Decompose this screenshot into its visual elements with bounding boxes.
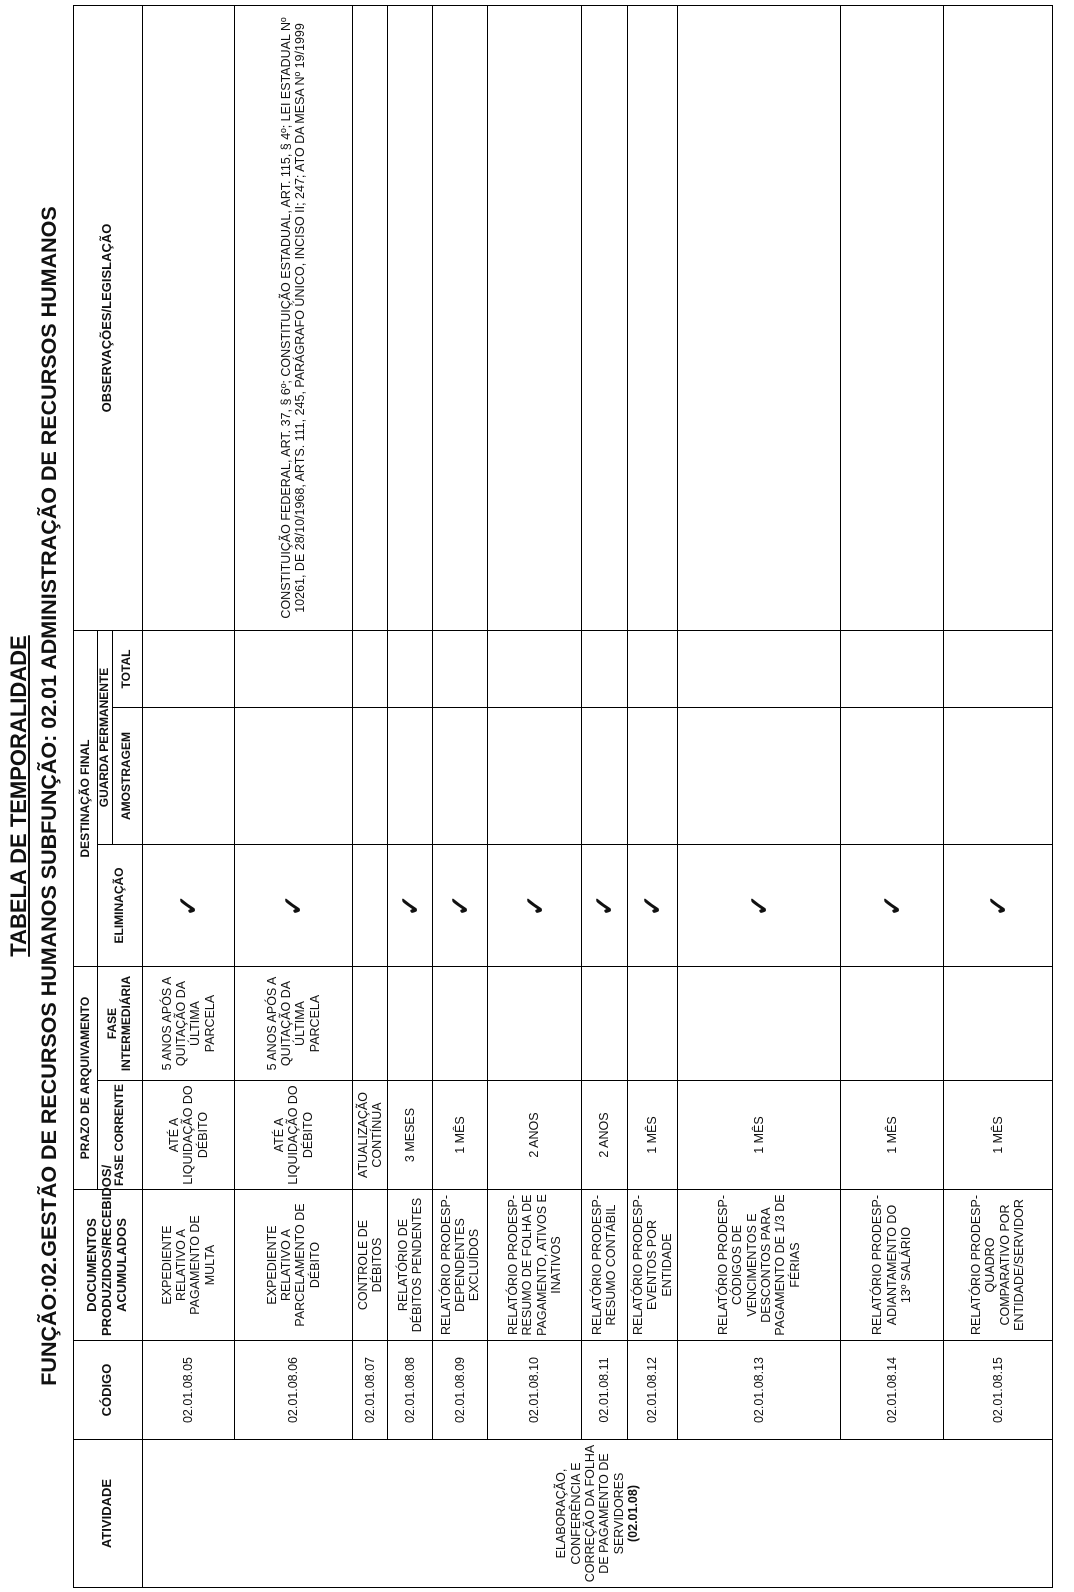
observacoes-cell [352, 5, 387, 630]
header-prazo: PRAZO DE ARQUIVAMENTO [74, 966, 98, 1189]
temporality-table-container [73, 6, 1053, 1588]
fase-intermediaria-cell: 5 ANOS APÓS A QUITAÇÃO DA ÚLTIMA PARCELA [235, 966, 353, 1080]
header-destinacao: DESTINAÇÃO FINAL [74, 630, 98, 966]
check-icon: ✓ [743, 894, 774, 917]
codigo-cell: 02.01.08.12 [627, 1341, 678, 1440]
documento-cell: RELATÓRIO PRODESP- ADIANTAMENTO DO 13º SALÁRIO [840, 1190, 943, 1341]
amostragem-cell [352, 707, 387, 844]
eliminacao-cell [487, 844, 581, 966]
check-icon: ✓ [589, 894, 620, 917]
fase-intermediaria-cell [582, 966, 627, 1080]
table-row [487, 5, 581, 1587]
subtitle-text: FUNÇÃO:02.GESTÃO DE RECURSOS HUMANOS SUBFUNÇÃO: 02.01 ADMINISTRAÇÃO DE RECURSOS HUMANOS [37, 206, 61, 1386]
fase-corrente-cell: ATÉ A LIQUIDAÇÃO DO DÉBITO [142, 1081, 234, 1190]
observacoes-cell [678, 5, 841, 630]
total-cell [627, 630, 678, 707]
table-row [388, 5, 433, 1587]
check-icon: ✓ [519, 894, 550, 917]
header-total: TOTAL [112, 630, 142, 707]
fase-corrente-cell: ATÉ A LIQUIDAÇÃO DO DÉBITO [235, 1081, 353, 1190]
activity-code: (02.01.08) [626, 1485, 641, 1542]
codigo-cell: 02.01.08.06 [235, 1341, 353, 1440]
total-cell [352, 630, 387, 707]
documento-cell: RELATÓRIO PRODESP- QUADRO COMPARATIVO POR ENTIDADE/SERVIDOR [943, 1190, 1052, 1341]
amostragem-cell [840, 707, 943, 844]
fase-corrente-cell: 1 MÊS [433, 1081, 488, 1190]
amostragem-cell [388, 707, 433, 844]
total-cell [943, 630, 1052, 707]
eliminacao-cell [352, 844, 387, 966]
temporality-table [73, 5, 1053, 1588]
total-cell [388, 630, 433, 707]
codigo-cell: 02.01.08.15 [943, 1341, 1052, 1440]
documento-cell: EXPEDIENTE RELATIVO A PARCELAMENTO DE DÉBITO [235, 1190, 353, 1341]
documento-cell: CONTROLE DE DÉBITOS [352, 1190, 387, 1341]
eliminacao-cell [943, 844, 1052, 966]
amostragem-cell [943, 707, 1052, 844]
codigo-cell: 02.01.08.14 [840, 1341, 943, 1440]
fase-intermediaria-cell: 5 ANOS APÓS A QUITAÇÃO DA ÚLTIMA PARCELA [142, 966, 234, 1080]
documento-cell: RELATÓRIO PRODESP- EVENTOS POR ENTIDADE [627, 1190, 678, 1341]
eliminacao-cell [840, 844, 943, 966]
table-row [352, 5, 387, 1587]
table-row [235, 5, 353, 1587]
codigo-cell: 02.01.08.11 [582, 1341, 627, 1440]
eliminacao-cell [388, 844, 433, 966]
eliminacao-cell [142, 844, 234, 966]
eliminacao-cell [627, 844, 678, 966]
fase-intermediaria-cell [627, 966, 678, 1080]
fase-corrente-cell: 3 MESES [388, 1081, 433, 1190]
header-codigo: CÓDIGO [74, 1341, 143, 1440]
check-icon: ✓ [173, 894, 204, 917]
table-row [582, 5, 627, 1587]
table-row [943, 5, 1052, 1587]
header-amostragem: AMOSTRAGEM [112, 707, 142, 844]
amostragem-cell [487, 707, 581, 844]
observacoes-cell: CONSTITUIÇÃO FEDERAL, ART. 37, § 6º; CONSTITUIÇÃO ESTADUAL, ART. 115, § 4º; LEI ESTADUAL Nº 10261, DE 28/10/1968, ARTS. 111, 245, PARÁGRAFO ÚNICO, INCISO II; 247; ATO DA MESA Nº 19/1999 [235, 5, 353, 630]
header-documentos: DOCUMENTOS PRODUZIDOS/RECEBIDOS/ ACUMULADOS [74, 1190, 143, 1341]
eliminacao-cell [678, 844, 841, 966]
fase-corrente-cell: 1 MÊS [627, 1081, 678, 1190]
amostragem-cell [678, 707, 841, 844]
header-eliminacao: ELIMINAÇÃO [98, 844, 143, 966]
fase-corrente-cell: 2 ANOS [487, 1081, 581, 1190]
header-fase-intermediaria: FASE INTERMEDIÁRIA [98, 966, 143, 1080]
total-cell [678, 630, 841, 707]
table-row [678, 5, 841, 1587]
total-cell [582, 630, 627, 707]
eliminacao-cell [582, 844, 627, 966]
amostragem-cell [235, 707, 353, 844]
check-icon: ✓ [982, 894, 1013, 917]
fase-corrente-cell: 1 MÊS [943, 1081, 1052, 1190]
fase-corrente-cell: 1 MÊS [678, 1081, 841, 1190]
codigo-cell: 02.01.08.05 [142, 1341, 234, 1440]
total-cell [142, 630, 234, 707]
codigo-cell: 02.01.08.10 [487, 1341, 581, 1440]
fase-intermediaria-cell [433, 966, 488, 1080]
fase-corrente-cell: ATUALIZAÇÃO CONTÍNUA [352, 1081, 387, 1190]
table-row [840, 5, 943, 1587]
eliminacao-cell [433, 844, 488, 966]
codigo-cell: 02.01.08.08 [388, 1341, 433, 1440]
amostragem-cell [433, 707, 488, 844]
activity-label: ELABORAÇÃO, CONFERÊNCIA E CORREÇÃO DA FOLHA DE PAGAMENTO DE SERVIDORES [554, 1444, 626, 1583]
check-icon: ✓ [637, 894, 668, 917]
total-cell [840, 630, 943, 707]
observacoes-cell [840, 5, 943, 630]
observacoes-cell [582, 5, 627, 630]
fase-intermediaria-cell [678, 966, 841, 1080]
observacoes-cell [142, 5, 234, 630]
fase-corrente-cell: 1 MÊS [840, 1081, 943, 1190]
observacoes-cell [388, 5, 433, 630]
total-cell [235, 630, 353, 707]
codigo-cell: 02.01.08.09 [433, 1341, 488, 1440]
table-row [142, 5, 234, 1587]
fase-intermediaria-cell [388, 966, 433, 1080]
eliminacao-cell [235, 844, 353, 966]
documento-cell: RELATÓRIO PRODESP- RESUMO CONTÁBIL [582, 1190, 627, 1341]
documento-cell: RELATÓRIO PRODESP- DEPENDENTES EXCLUÍDOS [433, 1190, 488, 1341]
amostragem-cell [627, 707, 678, 844]
documento-cell: EXPEDIENTE RELATIVO A PAGAMENTO DE MULTA [142, 1190, 234, 1341]
total-cell [433, 630, 488, 707]
documento-cell: RELATÓRIO PRODESP- CÓDIGOS DE VENCIMENTOS E DESCONTOS PARA PAGAMENTO DE 1/3 DE FÉRIAS [678, 1190, 841, 1341]
amostragem-cell [582, 707, 627, 844]
observacoes-cell [433, 5, 488, 630]
header-atividade: ATIVIDADE [74, 1440, 143, 1588]
page-title [6, 0, 32, 1592]
table-row [433, 5, 488, 1587]
codigo-cell: 02.01.08.13 [678, 1341, 841, 1440]
observacoes-cell [943, 5, 1052, 630]
observacoes-cell [627, 5, 678, 630]
check-icon: ✓ [278, 894, 309, 917]
activity-cell [142, 1440, 1052, 1588]
page-subtitle [36, 0, 62, 1592]
check-icon: ✓ [876, 894, 907, 917]
table-body [142, 5, 1052, 1587]
fase-intermediaria-cell [943, 966, 1052, 1080]
header-fase-corrente: FASE CORRENTE [98, 1081, 143, 1190]
header-guarda: GUARDA PERMANENTE [98, 630, 113, 844]
check-icon: ✓ [395, 894, 426, 917]
fase-intermediaria-cell [352, 966, 387, 1080]
table-row [627, 5, 678, 1587]
documento-cell: RELATÓRIO PRODESP- RESUMO DE FOLHA DE PAGAMENTO, ATIVOS E INATIVOS [487, 1190, 581, 1341]
header-observacoes: OBSERVAÇÕES/LEGISLAÇÃO [74, 5, 143, 630]
total-cell [487, 630, 581, 707]
observacoes-cell [487, 5, 581, 630]
fase-corrente-cell: 2 ANOS [582, 1081, 627, 1190]
title-text: TABELA DE TEMPORALIDADE [6, 635, 31, 957]
fase-intermediaria-cell [487, 966, 581, 1080]
amostragem-cell [142, 707, 234, 844]
codigo-cell: 02.01.08.07 [352, 1341, 387, 1440]
check-icon: ✓ [445, 894, 476, 917]
documento-cell: RELATÓRIO DE DÉBITOS PENDENTES [388, 1190, 433, 1341]
fase-intermediaria-cell [840, 966, 943, 1080]
